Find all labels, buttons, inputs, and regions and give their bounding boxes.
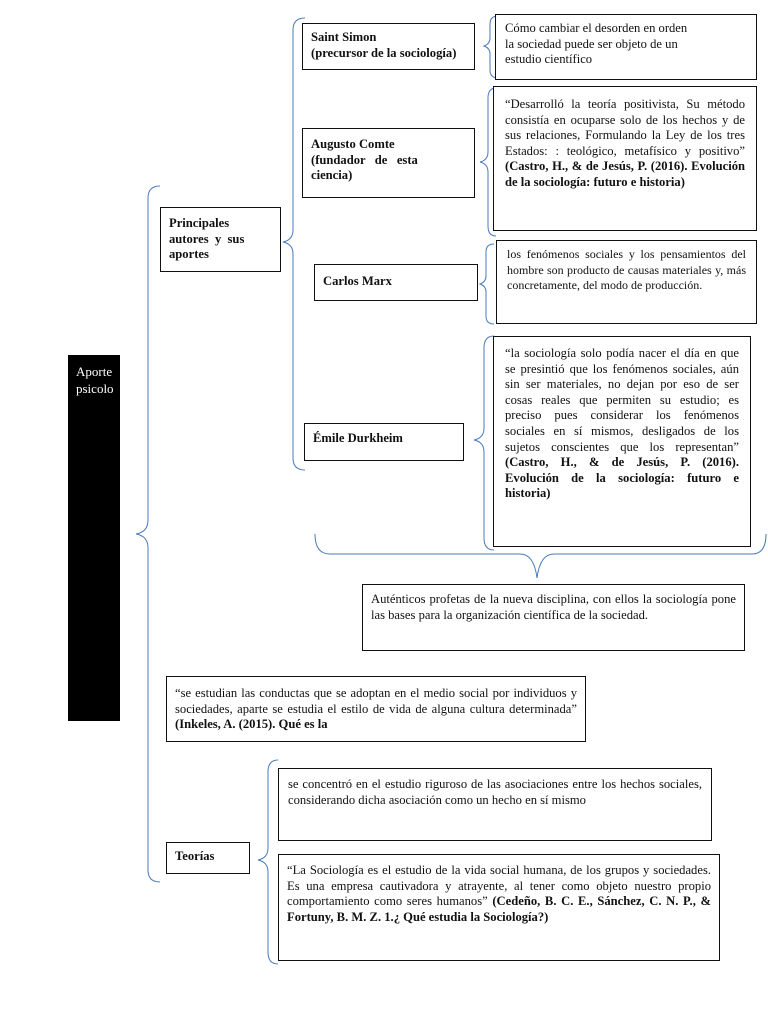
marx-note-text: los fenómenos sociales y los pensamientos del hombre son producto de causas materiales y, más concretamente, del modo de producción. — [507, 247, 746, 293]
simon-note-line-2: la sociedad puede ser objeto de un — [505, 36, 678, 51]
theories-label: Teorías — [175, 849, 215, 863]
theory-note-2 — [278, 854, 720, 961]
theory-note-2-quote: “La Sociología es el estudio de la vida social humana, de los grupos y sociedades. Es una empresa cautivadora y atrayente, al tener como objeto nuestro propio comportamiento como seres humanos” — [287, 863, 711, 909]
saint-simon-name: Saint Simon — [311, 30, 377, 44]
comte-role-2: ciencia) — [311, 168, 353, 183]
summary-note — [362, 584, 745, 651]
comte-name: Augusto Comte — [311, 137, 395, 151]
saint-simon-role: (precursor de la sociología) — [311, 45, 457, 60]
main-topic-line-1: Aporte — [76, 364, 113, 379]
comte-note — [493, 86, 757, 231]
comte-role-1: (fundador de esta — [311, 152, 418, 167]
principales-autores-box — [160, 207, 281, 272]
inkeles-citation: (Inkeles, A. (2015). Qué es la — [175, 717, 328, 732]
main-topic-block — [68, 355, 120, 721]
author-box-marx — [314, 264, 478, 301]
durkheim-citation: (Castro, H., & de Jesús, P. (2016). Evolución de la sociología: futuro e historia) — [505, 455, 739, 501]
summary-note-text: Auténticos profetas de la nueva disciplina, con ellos la sociología pone las bases para la organización científica de la sociedad. — [371, 592, 736, 622]
principales-line-1: Principales — [169, 216, 230, 230]
inkeles-quote: “se estudian las conductas que se adoptan en el medio social por individuos y sociedades, aparte se estudia el estilo de vida de alguna cultura determinada” — [175, 686, 577, 716]
authors-brace — [283, 18, 305, 470]
marx-name: Carlos Marx — [323, 274, 392, 288]
durkheim-name: Émile Durkheim — [313, 431, 403, 445]
durkheim-brace — [474, 336, 494, 550]
author-box-comte — [302, 128, 475, 198]
principales-line-2: autores y sus — [169, 231, 245, 246]
theory-note-2-citation: (Cedeño, B. C. E., Sánchez, C. N. P., & Fortuny, B. M. Z. 1.¿ Qué estudia la Sociología?) — [287, 894, 711, 924]
author-box-saint-simon — [302, 23, 475, 70]
marx-brace — [480, 244, 494, 324]
simon-note-line-3: estudio científico — [505, 52, 593, 67]
saint-simon-note — [495, 14, 757, 80]
durkheim-note — [493, 336, 751, 547]
comte-citation: (Castro, H., & de Jesús, P. (2016). Evolución de la sociología: futuro e historia) — [505, 159, 745, 189]
simon-note-line-1: Cómo cambiar el desorden en orden — [505, 21, 688, 35]
theories-box — [166, 842, 250, 874]
inkeles-note — [166, 676, 586, 742]
durkheim-quote: “la sociología solo podía nacer el día en que se presintió que los fenómenos sociales, aún sin ser materiales, no dejan por eso de ser cosas reales que permiten su estudio; es preciso pues considerar los fenómenos sociales en sí mismos, desligados de los sujetos conscientes que los representan” — [505, 346, 739, 454]
author-box-durkheim — [304, 423, 464, 461]
main-brace — [136, 186, 160, 882]
principales-line-3: aportes — [169, 247, 209, 262]
marx-note — [496, 240, 757, 324]
comte-quote: “Desarrolló la teoría positivista, Su método consistía en ocuparse solo de los hechos y de sus relaciones, Formulando la Ley de los tres Estados: : teológico, metafísico y positivo” — [505, 97, 745, 158]
theories-brace — [258, 760, 278, 964]
theory-note-1-text: se concentró en el estudio riguroso de las asociaciones entre los hechos sociales, considerando dicha asociación como un hecho en sí mismo — [288, 777, 702, 807]
main-topic-line-2: psicolo — [76, 381, 114, 396]
theory-note-1 — [278, 768, 712, 841]
